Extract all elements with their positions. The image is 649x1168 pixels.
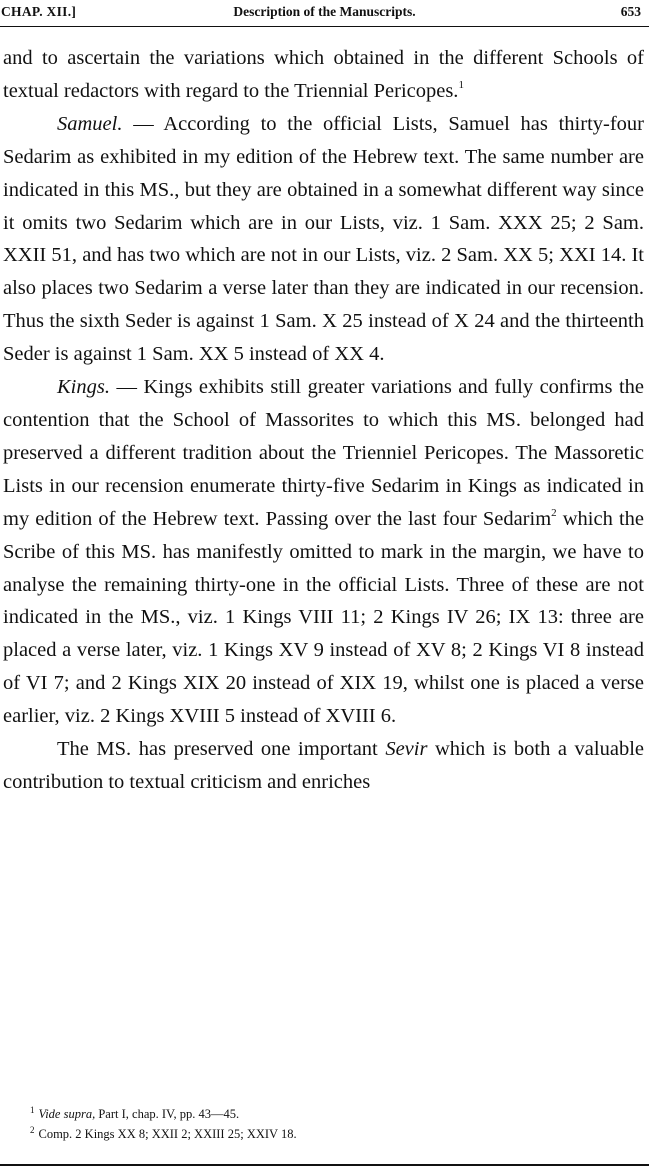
italic-text: Kings.: [57, 376, 110, 399]
footnote-ref: 2: [551, 506, 557, 519]
body-text: [3, 42, 644, 799]
paragraph-kings: [3, 371, 644, 733]
text-run: — Kings exhibits still greater variations and fully confirms the contention that the School of Massorites to which this MS. belonged had preserved a different tradition about the Trienniel Pericopes. The Massoretic Lists in our recension enumerate thirty-five Sedarim in Kings as indicated in my edition of the Hebrew text. Passing over the last four Sedarim: [3, 376, 644, 530]
footnote-mark: 1: [30, 1105, 35, 1115]
paragraph-intro: [3, 42, 644, 108]
text-run: The MS. has preserved one important: [57, 738, 386, 761]
italic-text: Samuel.: [57, 112, 123, 135]
text-run: — According to the official Lists, Samuel has thirty-four Sedarim as exhibited in my edition of the Hebrew text. The same number are indicated in this MS., but they are obtained in a somewhat different way since it omits two Sedarim which are in our Lists, viz. 1 Sam. XXX 25; 2 Sam. XXII 51, and has two which are not in our Lists, viz. 2 Sam. XX 5; XXI 14. It also places two Sedarim a verse later than they are indicated in our recension. Thus the sixth Seder is against 1 Sam. X 25 instead of X 24 and the thirteenth Seder is against 1 Sam. XX 5 instead of XX 4.: [3, 112, 644, 366]
italic-text: Sevir: [385, 738, 428, 761]
footnote-1: [30, 1104, 640, 1124]
chapter-label: CHAP. XII.]: [1, 4, 77, 19]
footnotes: [30, 1104, 640, 1144]
footnote-mark: 2: [30, 1125, 35, 1135]
footnote-2: [30, 1124, 640, 1144]
footnote-ref: 1: [458, 78, 464, 91]
text-run: which is both a valuable contribution to textual criticism and enriches: [3, 738, 644, 793]
text-run: Comp. 2 Kings XX 8; XXII 2; XXIII 25; XXIV 18.: [38, 1127, 297, 1141]
bottom-rule: [0, 1164, 649, 1166]
page-number: 653: [620, 4, 641, 19]
paragraph-samuel: [3, 108, 644, 371]
italic-text: Vide supra,: [38, 1107, 96, 1121]
running-title: Description of the Manuscripts.: [233, 4, 416, 19]
header-rule: [0, 26, 649, 27]
text-run: Part I, chap. IV, pp. 43—45.: [95, 1107, 240, 1121]
text-run: and to ascertain the variations which obtained in the different Schools of textual redactors with regard to the Triennial Pericopes.: [3, 47, 644, 102]
text-run: which the Scribe of this MS. has manifestly omitted to mark in the margin, we have to analyse the remaining thirty-one in the official Lists. Three of these are not indicated in the MS., viz. 1 Kings VIII 11; 2 Kings IV 26; IX 13: three are placed a verse later, viz. 1 Kings XV 9 instead of XV 8; 2 Kings VI 8 instead of VI 7; and 2 Kings XIX 20 instead of XIX 19, whilst one is placed a verse earlier, viz. 2 Kings XVIII 5 instead of XVIII 6.: [3, 507, 644, 728]
paragraph-sevir: [3, 733, 644, 799]
running-header: [0, 4, 649, 28]
